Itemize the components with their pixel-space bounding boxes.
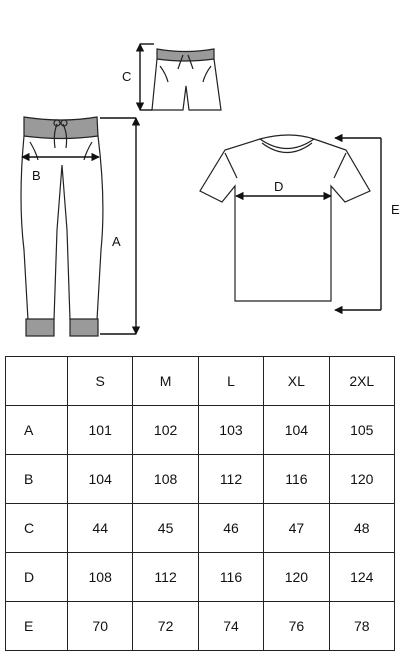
table-cell: 102 <box>133 406 198 455</box>
table-cell: 78 <box>329 602 394 651</box>
header-cell-s: S <box>68 357 133 406</box>
table-cell: 116 <box>198 553 263 602</box>
table-header-row <box>6 357 395 406</box>
size-chart-table <box>5 356 395 651</box>
label-c: C <box>122 69 132 84</box>
measure-c <box>122 44 154 110</box>
measure-a <box>100 118 136 334</box>
table-cell: 47 <box>264 504 329 553</box>
table-cell: 104 <box>68 455 133 504</box>
table-cell: 76 <box>264 602 329 651</box>
header-cell-blank <box>6 357 68 406</box>
table-cell: 70 <box>68 602 133 651</box>
table-row <box>6 553 395 602</box>
row-label: A <box>6 406 68 455</box>
table-cell: 103 <box>198 406 263 455</box>
table-cell: 120 <box>264 553 329 602</box>
row-label: D <box>6 553 68 602</box>
table-cell: 116 <box>264 455 329 504</box>
table-cell: 124 <box>329 553 394 602</box>
table-cell: 74 <box>198 602 263 651</box>
row-label: B <box>6 455 68 504</box>
table-cell: 45 <box>133 504 198 553</box>
table-cell: 72 <box>133 602 198 651</box>
table-row <box>6 455 395 504</box>
table-cell: 101 <box>68 406 133 455</box>
label-a: A <box>112 234 121 249</box>
header-cell-l: L <box>198 357 263 406</box>
table-row <box>6 406 395 455</box>
table-cell: 44 <box>68 504 133 553</box>
label-e: E <box>391 202 400 217</box>
table-cell: 104 <box>264 406 329 455</box>
pants-illustration <box>21 117 103 336</box>
label-d: D <box>274 179 284 194</box>
table-cell: 105 <box>329 406 394 455</box>
row-label: E <box>6 602 68 651</box>
tshirt-illustration <box>200 135 370 301</box>
table-row <box>6 504 395 553</box>
header-cell-m: M <box>133 357 198 406</box>
label-b: B <box>32 168 41 183</box>
header-cell-xl: XL <box>264 357 329 406</box>
table-cell: 112 <box>133 553 198 602</box>
shorts-illustration <box>152 49 221 110</box>
header-cell-2xl: 2XL <box>329 357 394 406</box>
table-cell: 112 <box>198 455 263 504</box>
table-cell: 46 <box>198 504 263 553</box>
table-cell: 108 <box>133 455 198 504</box>
table-row <box>6 602 395 651</box>
row-label: C <box>6 504 68 553</box>
table-cell: 120 <box>329 455 394 504</box>
table-cell: 108 <box>68 553 133 602</box>
table-cell: 48 <box>329 504 394 553</box>
